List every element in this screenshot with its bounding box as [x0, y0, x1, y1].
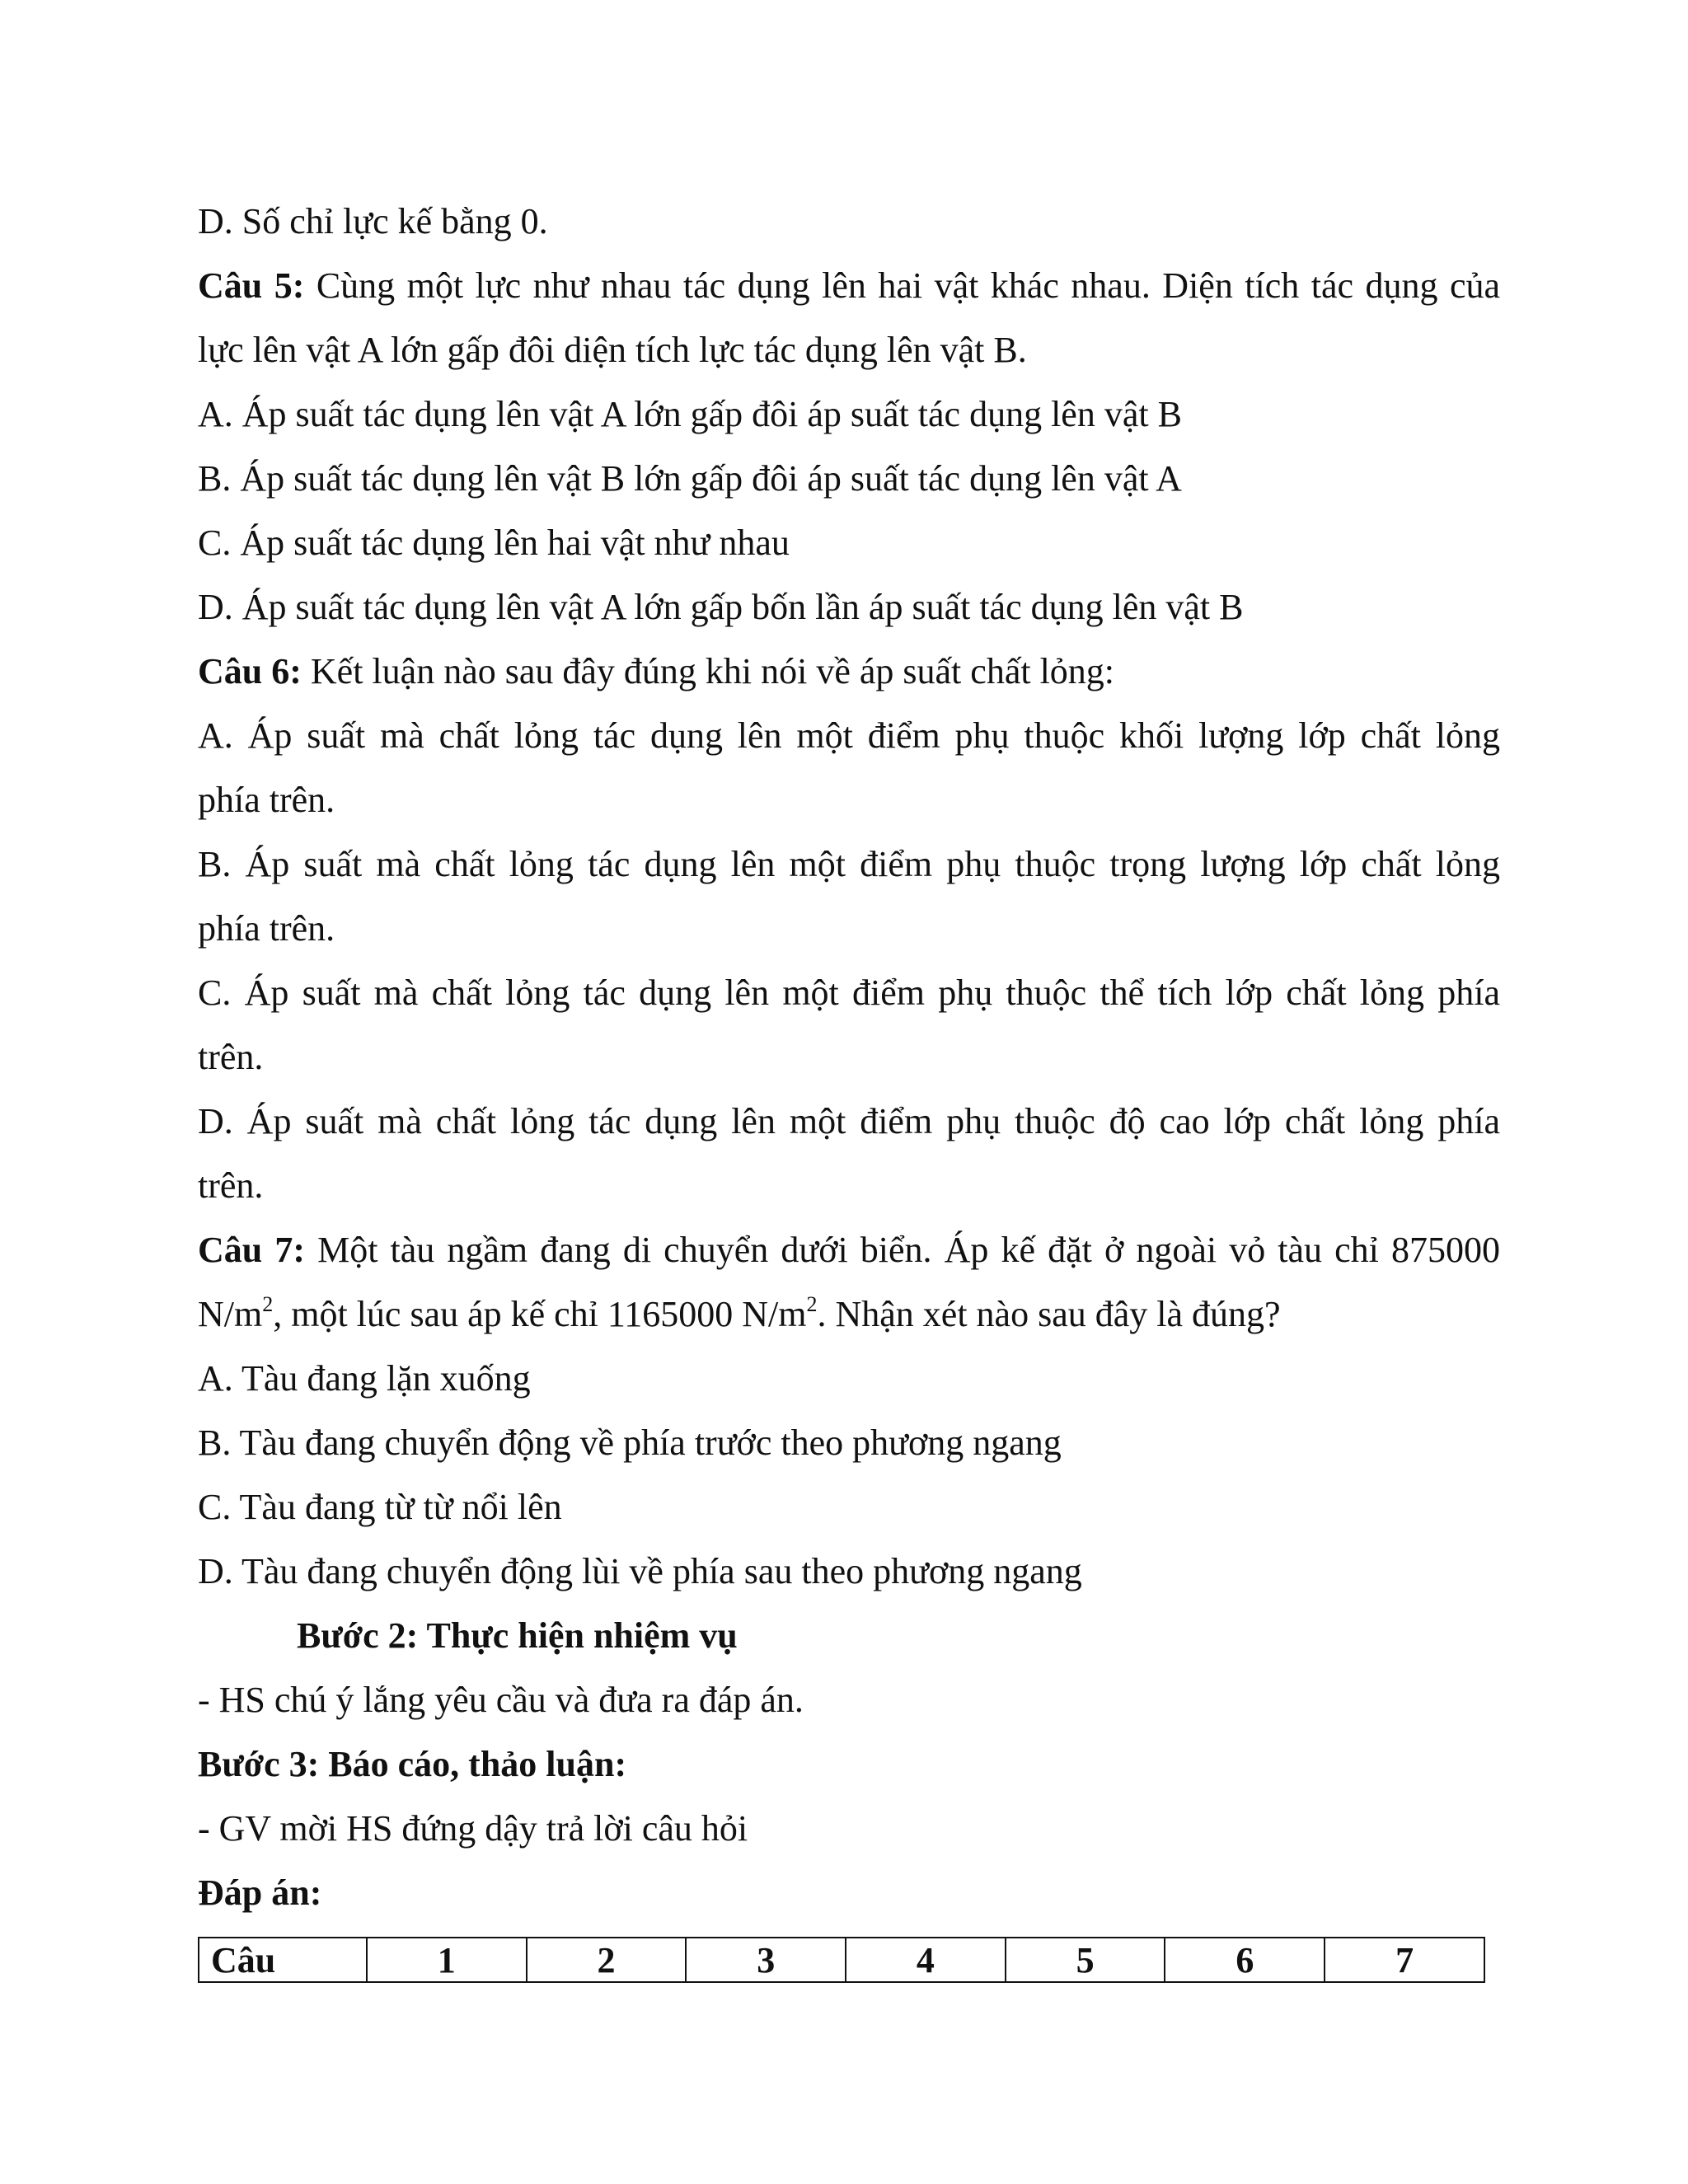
step-2-title: Bước 2: Thực hiện nhiệm vụ — [297, 1615, 738, 1656]
q6-option-b-line-2: phía trên. — [198, 908, 335, 949]
table-cell: 7 — [1325, 1938, 1484, 1982]
step-2-heading — [198, 1604, 1500, 1668]
q6-option-a-line-2: phía trên. — [198, 780, 335, 820]
step-3-text: - GV mời HS đứng dậy trả lời câu hỏi — [198, 1808, 748, 1849]
answer-title: Đáp án: — [198, 1872, 322, 1913]
q4-option-d: D. Số chỉ lực kế bằng 0. — [198, 201, 548, 241]
question-5-line-2: lực lên vật A lớn gấp đôi diện tích lực tác dụng lên vật B. — [198, 330, 1027, 370]
table-cell: 6 — [1165, 1938, 1325, 1982]
q6-option-c-line-1: C. Áp suất mà chất lỏng tác dụng lên một điểm phụ thuộc thể tích lớp chất lỏng phía — [198, 972, 1500, 1013]
q7-option-d: D. Tàu đang chuyển động lùi về phía sau theo phương ngang — [198, 1551, 1082, 1591]
table-cell: Câu — [199, 1938, 367, 1982]
q6-option-b-line-1: B. Áp suất mà chất lỏng tác dụng lên một điểm phụ thuộc trọng lượng lớp chất lỏng — [198, 844, 1500, 884]
question-7-end: . Nhận xét nào sau đây là đúng? — [817, 1294, 1281, 1334]
step-3-title: Bước 3: Báo cáo, thảo luận: — [198, 1744, 627, 1784]
question-5-label: Câu 5: — [198, 265, 305, 306]
table-cell: 2 — [527, 1938, 687, 1982]
q6-option-c-line-2: trên. — [198, 1037, 264, 1077]
q7-option-a: A. Tàu đang lặn xuống — [198, 1358, 531, 1399]
table-row — [199, 1938, 1484, 1982]
question-7-text: Một tàu ngầm đang di chuyển dưới biển. Áp kế đặt ở ngoài vỏ tàu chỉ 875000 — [305, 1230, 1500, 1270]
q7-option-c: C. Tàu đang từ từ nổi lên — [198, 1487, 562, 1527]
q6-option-d-line-2: trên. — [198, 1165, 264, 1206]
question-7-middle: , một lúc sau áp kế chỉ 1165000 N/m — [273, 1294, 807, 1334]
document-page — [198, 190, 1500, 1983]
question-6-line — [198, 640, 1500, 704]
answer-heading — [198, 1861, 1500, 1925]
question-7-label: Câu 7: — [198, 1230, 305, 1270]
question-7-line-2 — [198, 1282, 1500, 1347]
q5-option-a: A. Áp suất tác dụng lên vật A lớn gấp đôi áp suất tác dụng lên vật B — [198, 394, 1182, 434]
unit-superscript: 2 — [262, 1292, 274, 1316]
answer-table — [198, 1937, 1485, 1983]
unit-superscript: 2 — [806, 1292, 818, 1316]
question-6-text: Kết luận nào sau đây đúng khi nói về áp suất chất lỏng: — [301, 651, 1115, 691]
question-7-line-1 — [198, 1218, 1500, 1282]
question-6-label: Câu 6: — [198, 651, 302, 691]
q7-option-b: B. Tàu đang chuyển động về phía trước theo phương ngang — [198, 1422, 1062, 1463]
step-2-text: - HS chú ý lắng yêu cầu và đưa ra đáp án. — [198, 1680, 804, 1720]
q6-option-d-line-1: D. Áp suất mà chất lỏng tác dụng lên một điểm phụ thuộc độ cao lớp chất lỏng phía — [198, 1101, 1500, 1141]
table-cell: 5 — [1006, 1938, 1165, 1982]
q6-option-a-line-1: A. Áp suất mà chất lỏng tác dụng lên một điểm phụ thuộc khối lượng lớp chất lỏng — [198, 715, 1500, 756]
table-cell: 1 — [367, 1938, 527, 1982]
table-cell: 4 — [846, 1938, 1006, 1982]
q5-option-b: B. Áp suất tác dụng lên vật B lớn gấp đôi áp suất tác dụng lên vật A — [198, 458, 1182, 499]
q5-option-c: C. Áp suất tác dụng lên hai vật như nhau — [198, 523, 790, 563]
question-5-line-1 — [198, 254, 1500, 318]
question-5-text: Cùng một lực như nhau tác dụng lên hai vật khác nhau. Diện tích tác dụng của — [304, 265, 1500, 306]
unit-text: N/m — [198, 1294, 263, 1334]
q5-option-d: D. Áp suất tác dụng lên vật A lớn gấp bốn lần áp suất tác dụng lên vật B — [198, 587, 1244, 627]
step-3-heading — [198, 1732, 1500, 1797]
table-cell: 3 — [686, 1938, 846, 1982]
